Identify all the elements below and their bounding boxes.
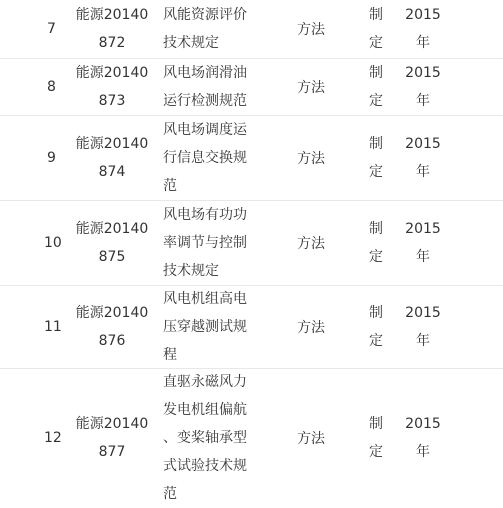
year-line: 年 xyxy=(416,93,430,109)
year-line: 年 xyxy=(416,164,430,180)
name-line: 风电场调度运 xyxy=(163,122,247,138)
year-line: 2015 xyxy=(405,305,441,321)
name-line: 风电场有功功 xyxy=(163,207,247,223)
year-line: 年 xyxy=(416,333,430,349)
name-line: 运行检测规范 xyxy=(163,93,247,109)
name-line: 技术规定 xyxy=(163,263,219,279)
code-line: 能源20140 xyxy=(75,416,149,432)
status-cell xyxy=(356,59,396,115)
table-row xyxy=(0,59,503,116)
name-cell xyxy=(163,201,263,285)
year-line: 2015 xyxy=(405,7,441,23)
name-line: 行信息交换规 xyxy=(163,150,247,166)
name-line: 压穿越测试规 xyxy=(163,319,247,335)
row-number: 10 xyxy=(44,235,62,251)
name-cell xyxy=(163,116,263,200)
type-cell xyxy=(283,116,339,200)
code-line: 能源20140 xyxy=(75,305,149,321)
status-line: 制 xyxy=(369,416,383,432)
year-line: 2015 xyxy=(405,221,441,237)
year-cell xyxy=(396,286,450,368)
code-line: 能源20140 xyxy=(75,7,149,23)
status-cell xyxy=(356,0,396,58)
status-cell xyxy=(356,116,396,200)
year-cell xyxy=(396,0,450,58)
row-number: 12 xyxy=(44,430,62,446)
status-line: 制 xyxy=(369,221,383,237)
name-line: 发电机组偏航 xyxy=(163,402,247,418)
name-line: 率调节与控制 xyxy=(163,235,247,251)
table-row xyxy=(0,201,503,286)
code-cell xyxy=(62,116,162,200)
name-cell xyxy=(163,369,263,507)
name-cell xyxy=(163,0,263,58)
type-text: 方法 xyxy=(297,431,325,447)
code-line: 873 xyxy=(98,93,126,109)
year-line: 年 xyxy=(416,444,430,460)
year-line: 2015 xyxy=(405,136,441,152)
type-cell xyxy=(283,0,339,58)
year-cell xyxy=(396,201,450,285)
name-line: 式试验技术规 xyxy=(163,458,247,474)
code-line: 能源20140 xyxy=(75,221,149,237)
name-line: 直驱永磁风力 xyxy=(163,374,247,390)
type-cell xyxy=(283,286,339,368)
year-cell xyxy=(396,59,450,115)
code-cell xyxy=(62,201,162,285)
type-cell xyxy=(283,59,339,115)
row-number: 7 xyxy=(47,21,56,37)
name-line: 技术规定 xyxy=(163,35,219,51)
code-line: 能源20140 xyxy=(75,65,149,81)
name-cell xyxy=(163,286,263,368)
status-line: 定 xyxy=(369,444,383,460)
code-cell xyxy=(62,369,162,507)
name-line: 程 xyxy=(163,347,177,363)
code-line: 能源20140 xyxy=(75,136,149,152)
status-cell xyxy=(356,201,396,285)
type-text: 方法 xyxy=(297,320,325,336)
year-line: 2015 xyxy=(405,416,441,432)
code-line: 874 xyxy=(98,164,126,180)
year-line: 2015 xyxy=(405,65,441,81)
code-cell xyxy=(62,59,162,115)
table-row xyxy=(0,0,503,59)
year-cell xyxy=(396,369,450,507)
status-line: 定 xyxy=(369,93,383,109)
name-line: 风电场润滑油 xyxy=(163,65,247,81)
row-number: 9 xyxy=(47,150,56,166)
type-text: 方法 xyxy=(297,236,325,252)
name-line: 风能资源评价 xyxy=(163,7,247,23)
status-line: 定 xyxy=(369,249,383,265)
table-row xyxy=(0,369,503,507)
status-cell xyxy=(356,286,396,368)
status-line: 定 xyxy=(369,333,383,349)
row-number: 8 xyxy=(47,79,56,95)
type-text: 方法 xyxy=(297,80,325,96)
code-cell xyxy=(62,286,162,368)
code-line: 876 xyxy=(98,333,126,349)
year-line: 年 xyxy=(416,35,430,51)
table-row xyxy=(0,286,503,369)
status-line: 制 xyxy=(369,65,383,81)
code-line: 875 xyxy=(98,249,126,265)
status-line: 定 xyxy=(369,164,383,180)
status-cell xyxy=(356,369,396,507)
type-text: 方法 xyxy=(297,151,325,167)
type-cell xyxy=(283,201,339,285)
name-cell xyxy=(163,59,263,115)
status-line: 制 xyxy=(369,7,383,23)
code-line: 872 xyxy=(98,35,126,51)
row-number: 11 xyxy=(44,319,62,335)
year-cell xyxy=(396,116,450,200)
type-text: 方法 xyxy=(297,22,325,38)
name-line: 、变桨轴承型 xyxy=(163,430,247,446)
status-line: 定 xyxy=(369,35,383,51)
name-line: 范 xyxy=(163,178,177,194)
name-line: 风电机组高电 xyxy=(163,291,247,307)
name-line: 范 xyxy=(163,486,177,502)
code-cell xyxy=(62,0,162,58)
year-line: 年 xyxy=(416,249,430,265)
status-line: 制 xyxy=(369,136,383,152)
type-cell xyxy=(283,369,339,507)
status-line: 制 xyxy=(369,305,383,321)
code-line: 877 xyxy=(98,444,126,460)
table-row xyxy=(0,116,503,201)
